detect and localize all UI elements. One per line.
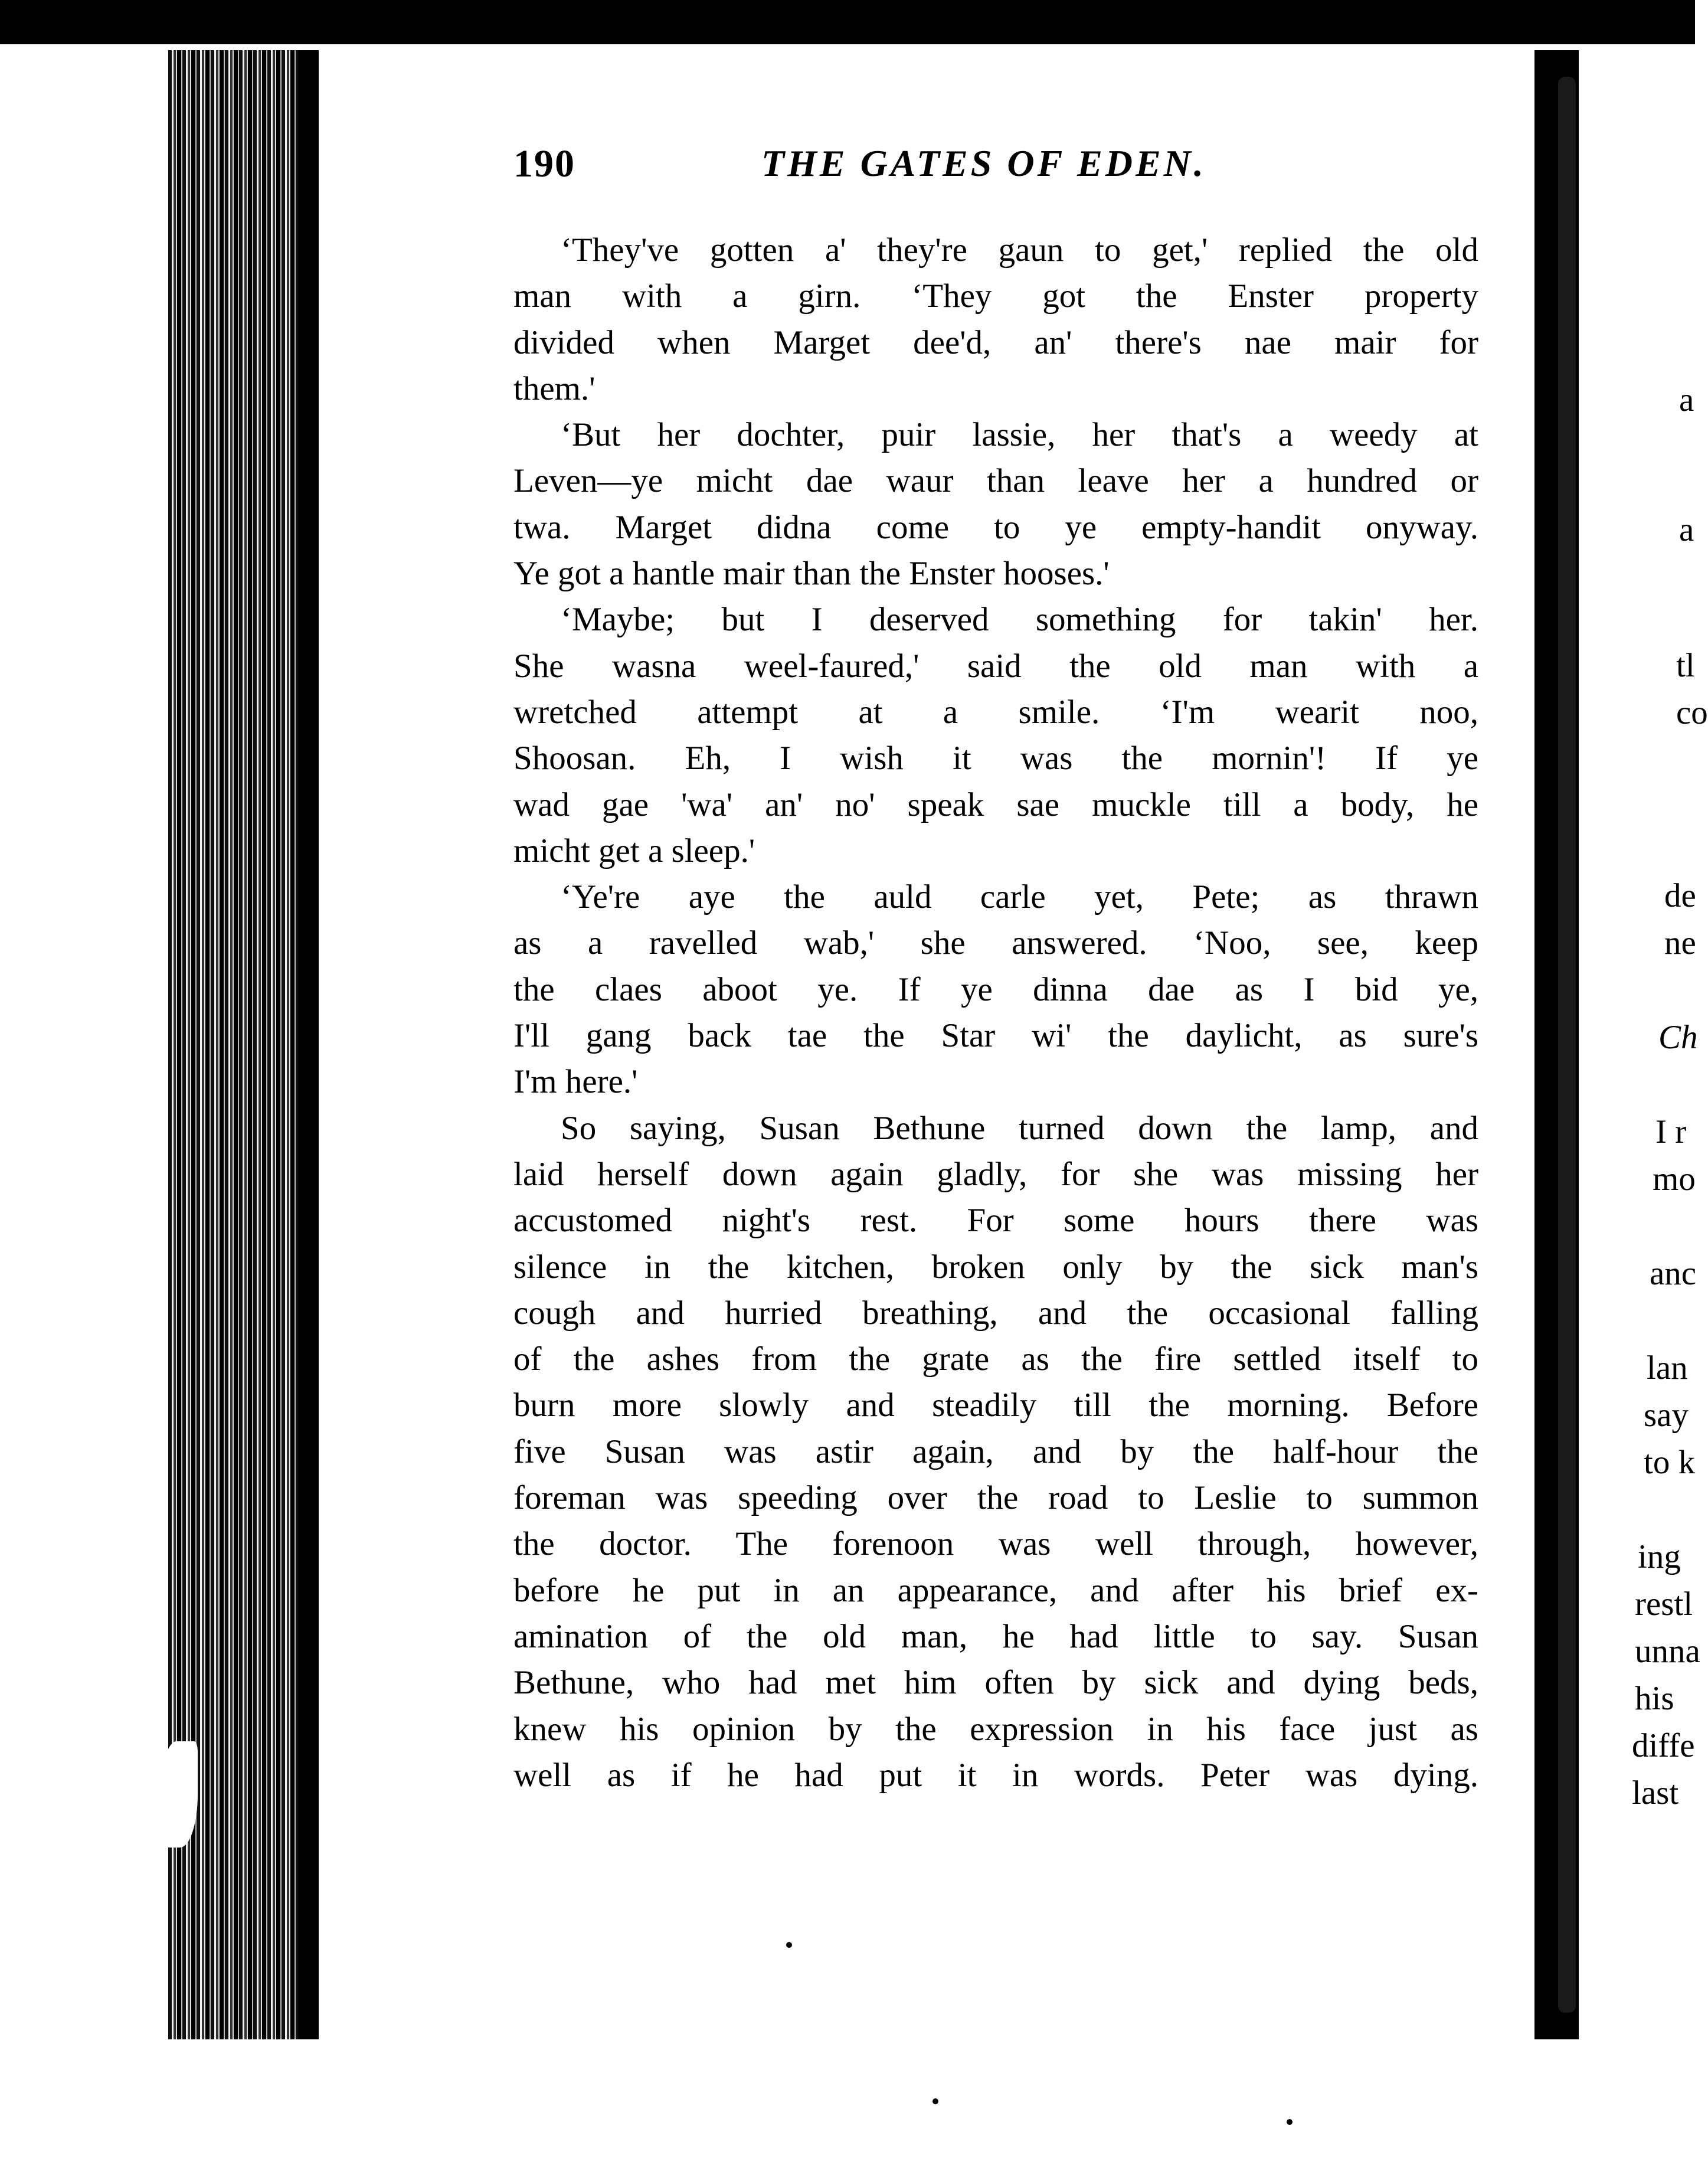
facing-text-fragment: restl xyxy=(1635,1585,1693,1623)
facing-page-fragment xyxy=(1579,50,1708,2039)
dust-speck xyxy=(932,2098,938,2104)
text-line: man with a girn. ‘They got the Enster property xyxy=(513,277,1478,315)
page-header xyxy=(513,142,1546,195)
text-line: foreman was speeding over the road to Leslie to summon xyxy=(513,1479,1478,1517)
page-edge-shadow xyxy=(298,50,319,2039)
facing-text-fragment: a xyxy=(1679,381,1694,418)
facing-text-fragment: I r xyxy=(1655,1113,1687,1150)
text-line: I'll gang back tae the Star wi' the daylicht, as sure's xyxy=(513,1017,1478,1055)
facing-text-fragment: diffe xyxy=(1632,1727,1695,1764)
dust-speck xyxy=(786,1942,792,1948)
text-line: laid herself down again gladly, for she was missing her xyxy=(513,1155,1478,1193)
text-line: ‘Ye're aye the auld carle yet, Pete; as thrawn xyxy=(561,878,1478,916)
scanner-background xyxy=(0,0,1695,44)
gutter-shadow xyxy=(1558,77,1576,2013)
facing-text-fragment: unna xyxy=(1635,1633,1700,1670)
facing-text-fragment: ne xyxy=(1664,924,1696,962)
facing-text-fragment: a xyxy=(1679,511,1694,548)
text-line: ‘Maybe; but I deserved something for takin' her. xyxy=(561,601,1478,639)
text-line: burn more slowly and steadily till the morning. Before xyxy=(513,1387,1478,1424)
torn-edge-notch xyxy=(162,1741,198,1848)
facing-text-fragment: last xyxy=(1632,1774,1679,1812)
text-line: cough and hurried breathing, and the occasional falling xyxy=(513,1294,1478,1332)
dust-speck xyxy=(1287,2119,1293,2125)
text-line: divided when Marget dee'd, an' there's nae mair for xyxy=(513,323,1478,361)
facing-text-fragment: anc xyxy=(1650,1255,1697,1292)
facing-text-fragment: to k xyxy=(1644,1444,1696,1481)
text-line: Bethune, who had met him often by sick and dying beds, xyxy=(513,1664,1478,1702)
text-line: Ye got a hantle mair than the Enster hooses.' xyxy=(513,555,1110,593)
facing-text-fragment: mo xyxy=(1653,1160,1696,1198)
text-line: Shoosan. Eh, I wish it was the mornin'! If ye xyxy=(513,740,1478,777)
text-line: wretched attempt at a smile. ‘I'm wearit noo, xyxy=(513,693,1478,731)
text-line: before he put in an appearance, and after his brief ex- xyxy=(513,1571,1478,1609)
facing-text-fragment: de xyxy=(1664,877,1696,914)
text-line: knew his opinion by the expression in his face just as xyxy=(513,1710,1478,1748)
facing-text-fragment: ing xyxy=(1638,1538,1681,1575)
scanner-bed xyxy=(0,2039,1695,2158)
page-number: 190 xyxy=(513,142,575,185)
left-page xyxy=(319,50,1534,2039)
facing-text-fragment: tl xyxy=(1676,647,1695,684)
text-line: ‘But her dochter, puir lassie, her that's a weedy at xyxy=(561,416,1478,454)
text-line: I'm here.' xyxy=(513,1063,638,1101)
facing-text-fragment: co xyxy=(1676,694,1708,731)
text-line: them.' xyxy=(513,370,595,407)
facing-text-fragment: say xyxy=(1644,1397,1689,1434)
text-line: accustomed night's rest. For some hours there was xyxy=(513,1202,1478,1240)
facing-text-fragment: his xyxy=(1635,1680,1674,1717)
text-line: well as if he had put it in words. Peter was dying. xyxy=(513,1756,1478,1794)
text-line: five Susan was astir again, and by the half-hour the xyxy=(513,1433,1478,1470)
text-line: as a ravelled wab,' she answered. ‘Noo, see, keep xyxy=(513,924,1478,962)
facing-text-fragment: lan xyxy=(1647,1349,1688,1387)
text-line: of the ashes from the grate as the fire settled itself to xyxy=(513,1340,1478,1378)
text-line: twa. Marget didna come to ye empty-handit onyway. xyxy=(513,508,1478,546)
running-head: THE GATES OF EDEN. xyxy=(761,142,1206,184)
text-line: So saying, Susan Bethune turned down the lamp, and xyxy=(561,1109,1478,1147)
text-line: She wasna weel-faured,' said the old man with a xyxy=(513,647,1478,685)
text-line: silence in the kitchen, broken only by the sick man's xyxy=(513,1248,1478,1286)
text-line: wad gae 'wa' an' no' speak sae muckle till a body, he xyxy=(513,786,1478,823)
text-line: Leven—ye micht dae waur than leave her a hundred or xyxy=(513,462,1478,500)
body-text xyxy=(513,227,1478,1799)
text-line: the doctor. The forenoon was well through, however, xyxy=(513,1525,1478,1563)
text-line: micht get a sleep.' xyxy=(513,832,755,869)
text-line: ‘They've gotten a' they're gaun to get,' replied the old xyxy=(561,231,1478,269)
facing-chapter-fragment: Ch xyxy=(1658,1019,1698,1056)
text-line: the claes aboot ye. If ye dinna dae as I bid ye, xyxy=(513,970,1478,1008)
text-line: amination of the old man, he had little to say. Susan xyxy=(513,1617,1478,1655)
